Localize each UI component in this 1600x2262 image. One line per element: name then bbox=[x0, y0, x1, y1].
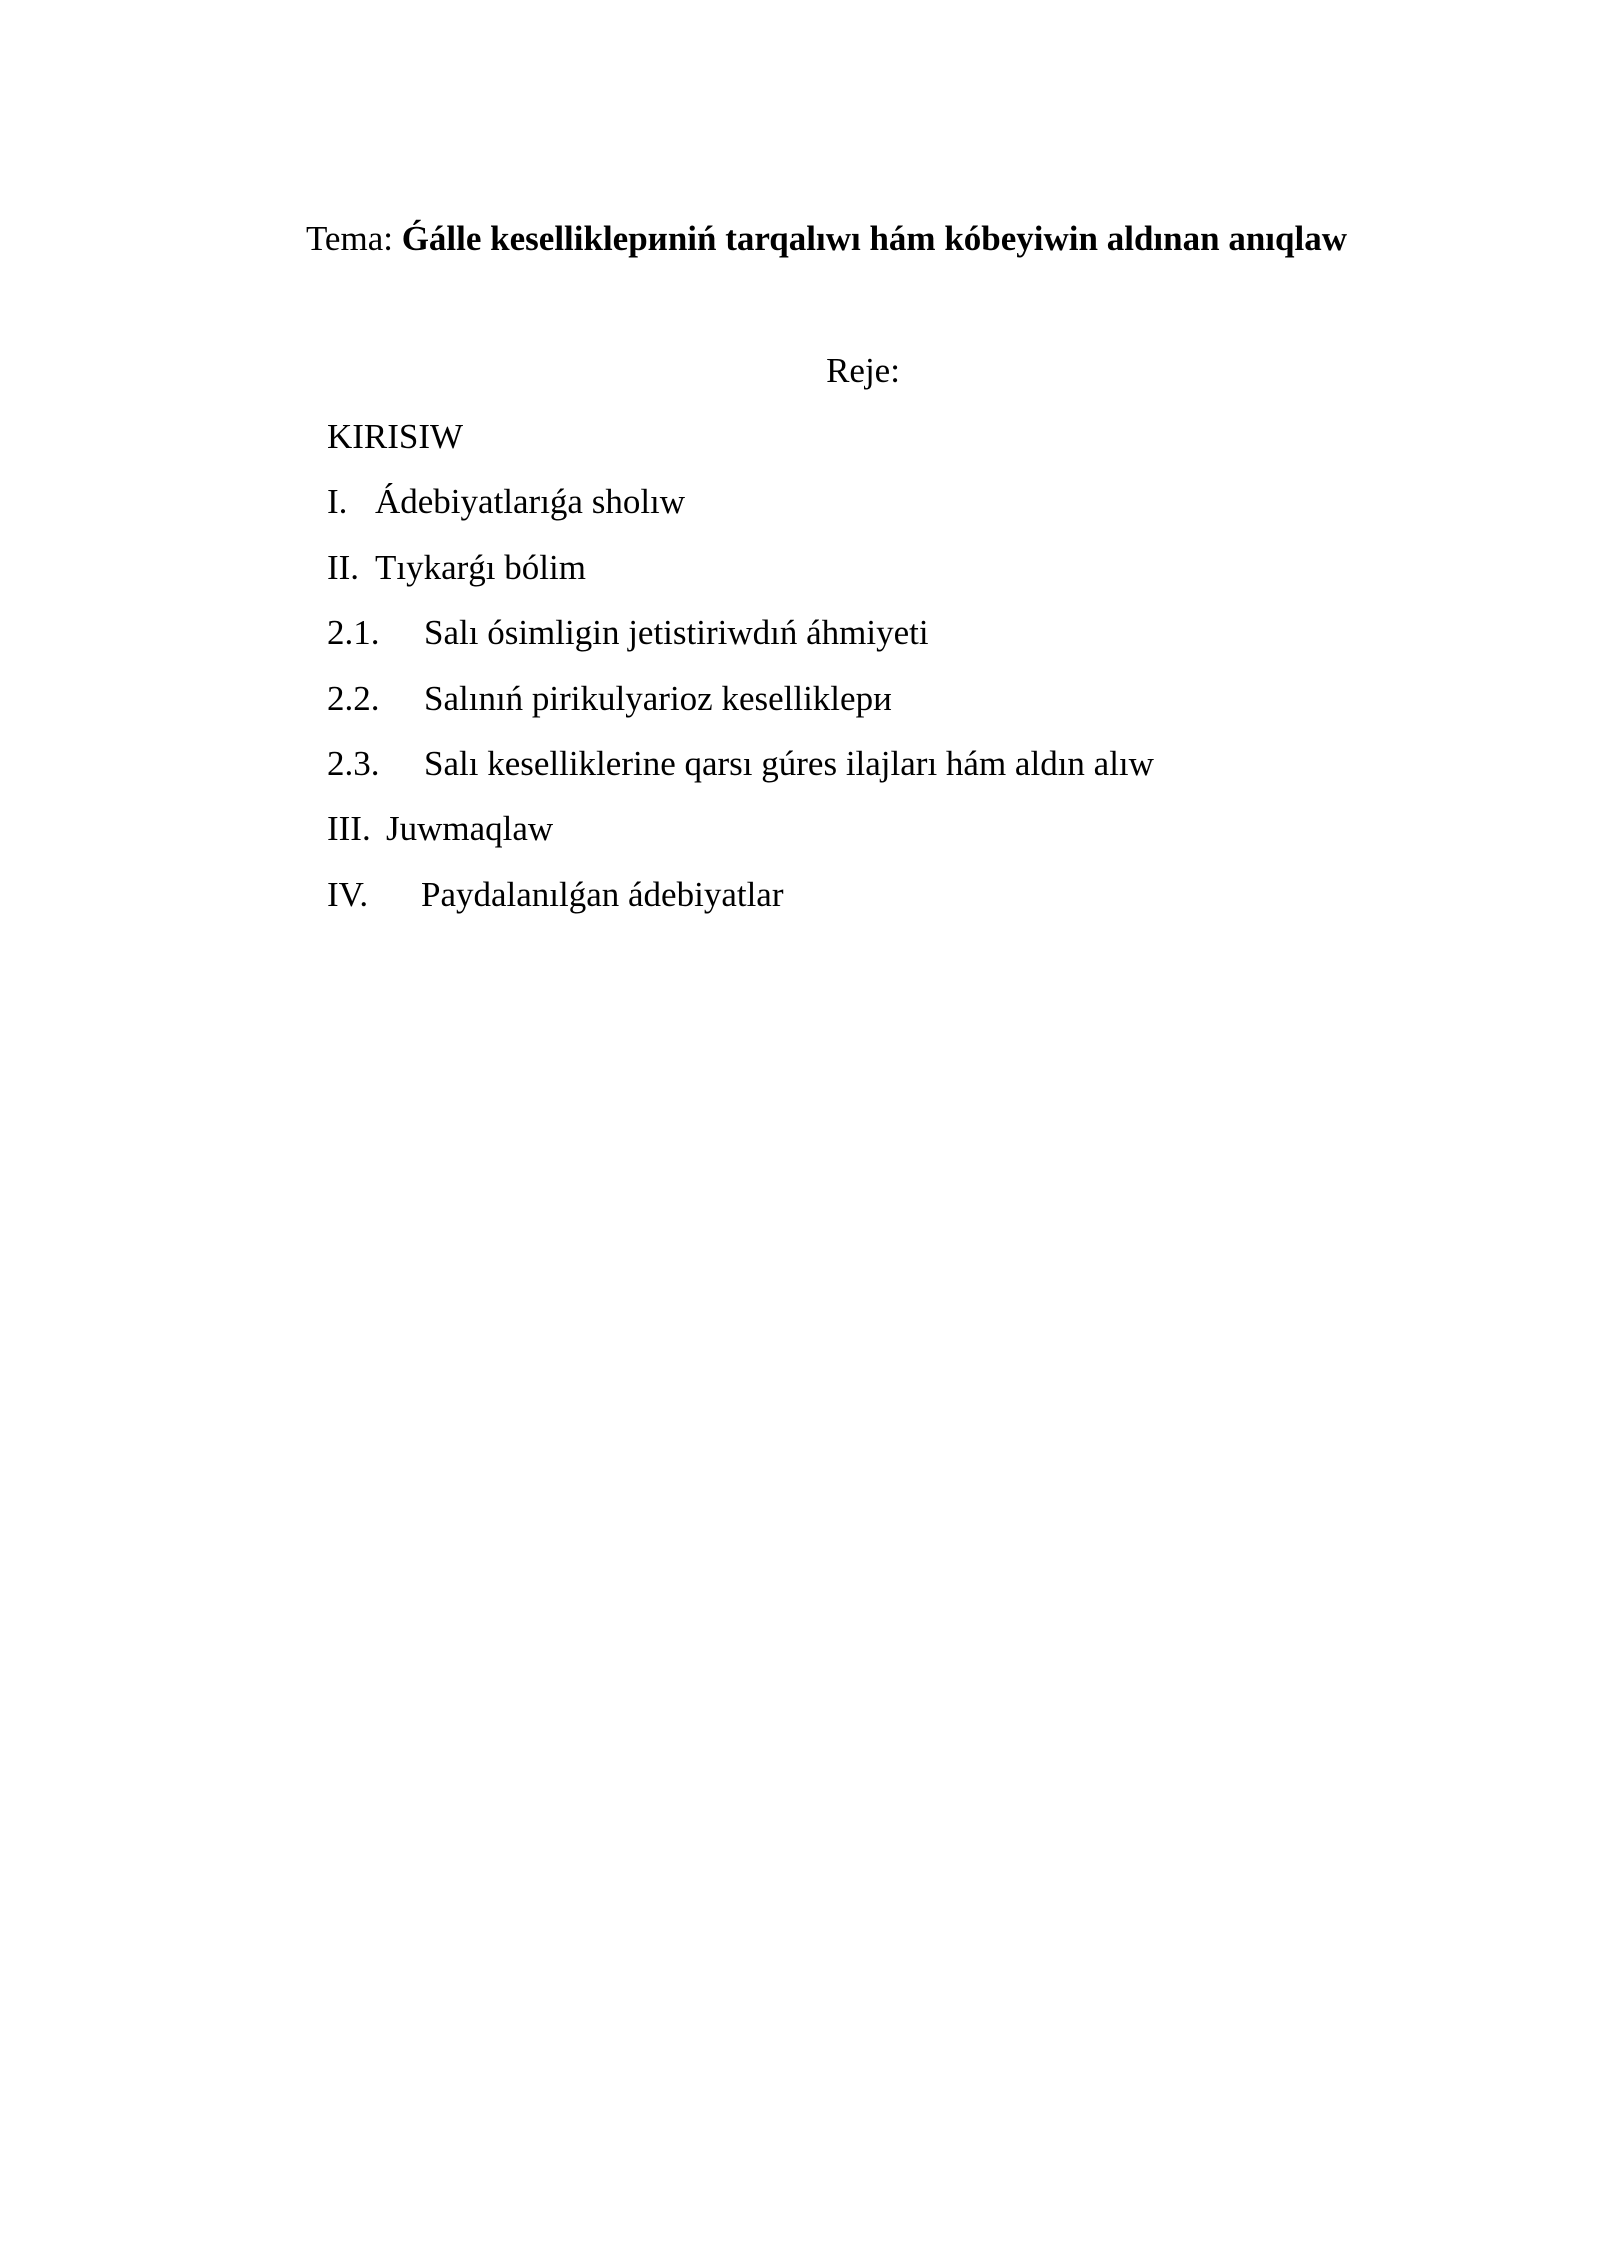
toc-item-text: Tıykarǵı bólim bbox=[375, 547, 586, 587]
toc-item-number: I. bbox=[327, 482, 348, 522]
toc-item-text: KIRISIW bbox=[327, 417, 464, 456]
toc-item-number: 2.2. bbox=[327, 678, 380, 718]
toc-item-number: III. bbox=[327, 809, 371, 849]
table-of-contents bbox=[327, 412, 1427, 935]
toc-item-text: Salınıń pirikulyarioz keselliklери bbox=[424, 678, 892, 718]
document-title bbox=[306, 214, 1347, 264]
title-prefix: Tema: bbox=[306, 219, 402, 258]
toc-item-section-3 bbox=[327, 804, 1427, 869]
toc-item-number: 2.3. bbox=[327, 743, 380, 783]
toc-item-section-2-2 bbox=[327, 674, 1427, 739]
toc-item-number: 2.1. bbox=[327, 613, 380, 653]
toc-item-section-1 bbox=[327, 477, 1427, 542]
toc-item-text: Ádebiyatlarıǵa sholıw bbox=[375, 482, 686, 522]
toc-item-text: Juwmaqlaw bbox=[386, 809, 554, 849]
title-topic: Ǵálle keselliklериniń tarqalıwı hám kóbeyiwin aldınan anıqlaw bbox=[401, 219, 1347, 258]
toc-item-section-2-3 bbox=[327, 739, 1427, 804]
toc-item-section-2 bbox=[327, 543, 1427, 608]
toc-item-section-2-1 bbox=[327, 608, 1427, 673]
plan-heading: Reje: bbox=[826, 351, 900, 390]
toc-item-introduction bbox=[327, 412, 1427, 477]
toc-item-text: Salı ósimligin jetistiriwdıń áhmiyeti bbox=[424, 613, 929, 653]
toc-item-section-4 bbox=[327, 870, 1427, 935]
toc-item-text: Paydalanılǵan ádebiyatlar bbox=[421, 874, 784, 914]
toc-item-text: Salı keselliklerine qarsı gúres ilajları hám aldın alıw bbox=[424, 743, 1154, 783]
toc-item-number: IV. bbox=[327, 874, 369, 914]
toc-item-number: II. bbox=[327, 547, 360, 587]
